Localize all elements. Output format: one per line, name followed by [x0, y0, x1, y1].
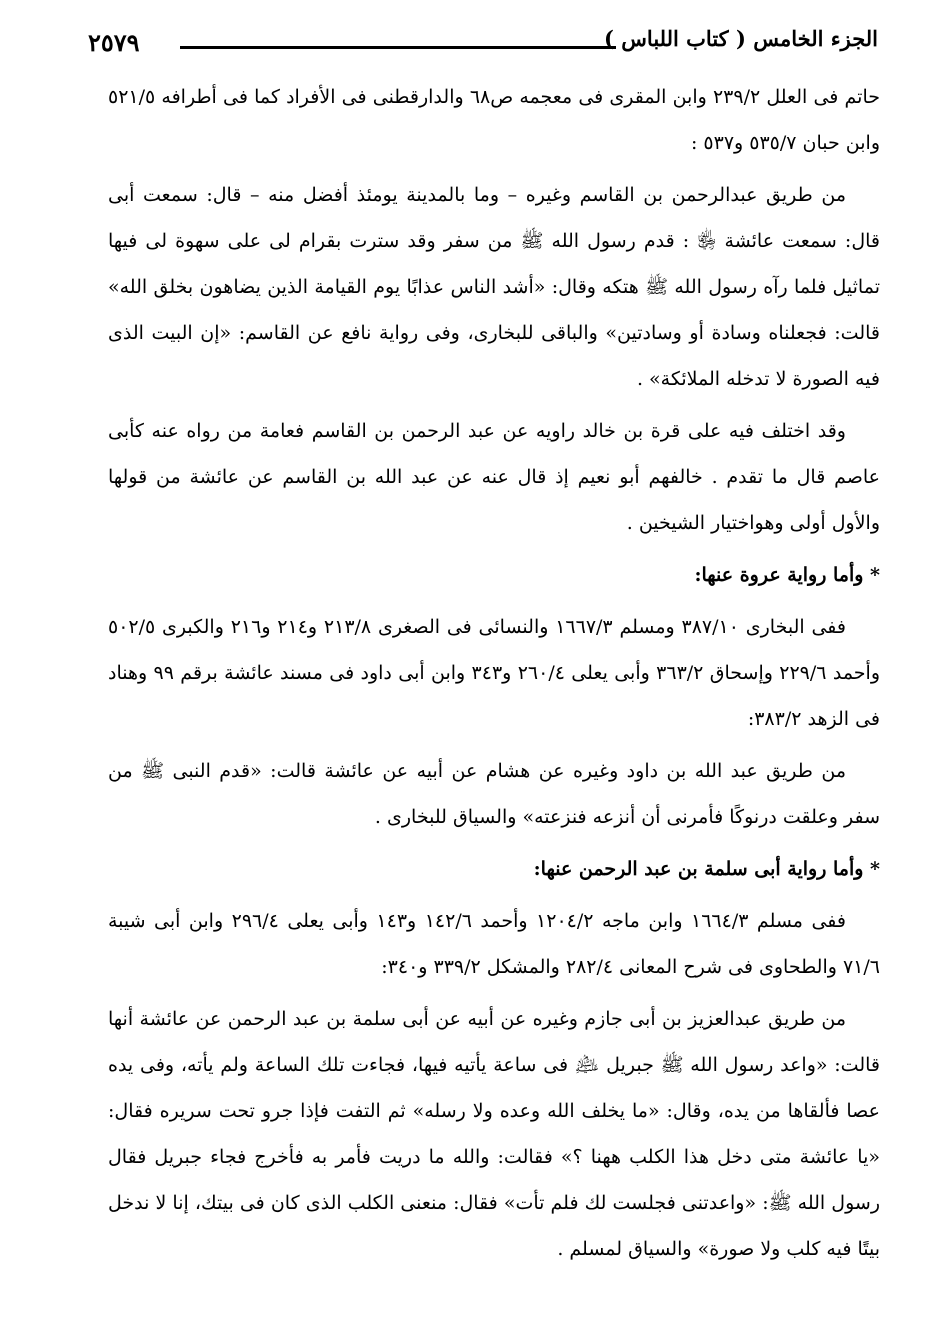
page-header	[88, 22, 878, 62]
paragraph-p6: ففى مسلم ١٦٦٤/٣ وابن ماجه ١٢٠٤/٢ وأحمد ١٤٢/٦ و١٤٣ وأبى يعلى ٢٩٦/٤ وابن أبى شيبة ٧١/٦ والطحاوى فى شرح المعانى ٢٨٢/٤ والمشكل ٣٣٩/٢ و٣٤٠:	[108, 910, 880, 978]
section-heading-abi-salama: * وأما رواية أبى سلمة بن عبد الرحمن عنها:	[533, 858, 880, 880]
section-heading-urwa: * وأما رواية عروة عنها:	[694, 564, 880, 586]
paragraph-p5: من طريق عبد الله بن داود وغيره عن هشام عن أبيه عن عائشة قالت: «قدم النبى ﷺ من سفر وعلقت درنوكًا فأمرنى أن أنزعه فنزعته» والسياق للبخارى .	[108, 760, 880, 828]
paragraph-p7: من طريق عبدالعزيز بن أبى جازم وغيره عن أبيه عن أبى سلمة بن عبد الرحمن عن عائشة أنها قالت: «واعد رسول الله ﷺ جبريل ﵇ فى ساعة يأتيه فيها، فجاءت تلك الساعة ولم يأته، وفى يده عصا فألقاها من يده، وقال: «ما يخلف الله وعده ولا رسله» ثم التفت فإذا جرو تحت سريره فقال: «يا عائشة متى دخل هذا الكلب ههنا ؟» فقالت: والله ما دريت فأمر به فأخرج فجاء جبريل فقال رسول الله ﷺ: «واعدتنى فجلست لك فلم تأت» فقال: منعنى الكلب الذى كان فى بيتك، إنا لا ندخل بيتًا فيه كلب ولا صورة» والسياق لمسلم .	[108, 1008, 880, 1260]
header-rule	[180, 46, 616, 49]
page-number: ٢٥٧٩	[88, 28, 140, 57]
paragraph-p1: حاتم فى العلل ٢٣٩/٢ وابن المقرى فى معجمه ص٦٨ والدارقطنى فى الأفراد كما فى أطرافه ٥٢١/٥ وابن حبان ٥٣٥/٧ و٥٣٧ :	[108, 86, 880, 154]
paragraph-p4: ففى البخارى ٣٨٧/١٠ ومسلم ١٦٦٧/٣ والنسائى فى الصغرى ٢١٣/٨ و٢١٤ و٢١٦ والكبرى ٥٠٢/٥ وأحمد ٢٢٩/٦ وإسحاق ٣٦٣/٢ وأبى يعلى ٢٦٠/٤ و٣٤٣ وابن أبى داود فى مسند عائشة برقم ٩٩ وهناد فى الزهد ٣٨٣/٢:	[108, 616, 881, 730]
paragraph-p2: من طريق عبدالرحمن بن القاسم وغيره – وما بالمدينة يومئذ أفضل منه – قال: سمعت أبى قال: سمعت عائشة ﵂ : قدم رسول الله ﷺ من سفر وقد سترت بقرام لى على سهوة لى فيها تماثيل فلما رآه رسول الله ﷺ هتكه وقال: «أشد الناس عذابًا يوم القيامة الذين يضاهون بخلق الله» قالت: فجعلناه وسادة أو وسادتين» والباقى للبخارى، وفى رواية نافع عن القاسم: «إن البيت الذى فيه الصورة لا تدخله الملائكة» .	[108, 184, 880, 390]
running-head: الجزء الخامس ( كتاب اللباس )	[604, 26, 878, 51]
paragraph-p3: وقد اختلف فيه على قرة بن خالد راويه عن عبد الرحمن بن القاسم فعامة من رواه عنه كأبى عاصم قال ما تقدم . خالفهم أبو نعيم إذ قال عنه عن عبد الله بن القاسم عن عائشة من قولها والأول أولى وهواختيار الشيخين .	[108, 420, 880, 534]
page-body	[108, 74, 880, 1278]
